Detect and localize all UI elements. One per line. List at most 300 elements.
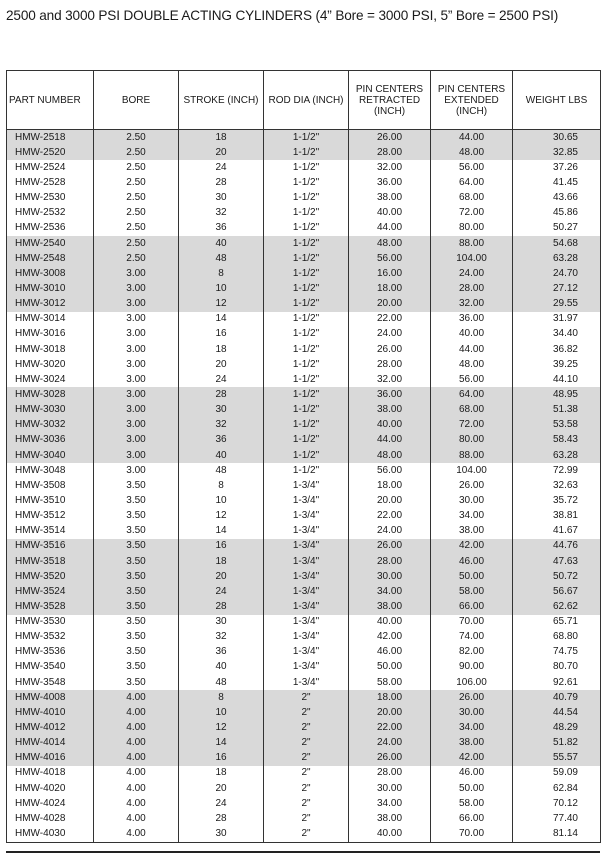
weight-cell: 51.38 <box>513 403 601 418</box>
pin-retracted-cell: 38.00 <box>349 811 431 826</box>
bore-cell: 3.50 <box>94 478 179 493</box>
pin-extended-cell: 24.00 <box>431 266 513 281</box>
table-row <box>7 554 601 569</box>
pin-retracted-cell: 48.00 <box>349 236 431 251</box>
header-rod-dia: ROD DIA (INCH) <box>264 71 349 130</box>
stroke-cell: 30 <box>179 615 264 630</box>
pin-extended-cell: 32.00 <box>431 297 513 312</box>
stroke-cell: 28 <box>179 599 264 614</box>
rod-dia-cell: 1-3/4" <box>264 539 349 554</box>
weight-cell: 74.75 <box>513 645 601 660</box>
stroke-cell: 40 <box>179 236 264 251</box>
pin-retracted-cell: 18.00 <box>349 690 431 705</box>
bore-cell: 3.00 <box>94 463 179 478</box>
stroke-cell: 36 <box>179 645 264 660</box>
stroke-cell: 12 <box>179 297 264 312</box>
stroke-cell: 14 <box>179 312 264 327</box>
pin-retracted-cell: 18.00 <box>349 478 431 493</box>
part-number-cell: HMW-3012 <box>7 297 94 312</box>
bore-cell: 3.00 <box>94 433 179 448</box>
weight-cell: 29.55 <box>513 297 601 312</box>
stroke-cell: 12 <box>179 720 264 735</box>
bore-cell: 3.50 <box>94 584 179 599</box>
stroke-cell: 18 <box>179 554 264 569</box>
table-row <box>7 327 601 342</box>
pin-retracted-cell: 34.00 <box>349 584 431 599</box>
pin-retracted-cell: 28.00 <box>349 554 431 569</box>
weight-cell: 51.82 <box>513 736 601 751</box>
bore-cell: 3.50 <box>94 554 179 569</box>
pin-retracted-cell: 40.00 <box>349 615 431 630</box>
pin-extended-cell: 104.00 <box>431 463 513 478</box>
pin-extended-cell: 28.00 <box>431 281 513 296</box>
rod-dia-cell: 1-1/2" <box>264 281 349 296</box>
stroke-cell: 30 <box>179 826 264 842</box>
bore-cell: 3.00 <box>94 387 179 402</box>
pin-extended-cell: 26.00 <box>431 478 513 493</box>
table-row <box>7 811 601 826</box>
pin-extended-cell: 48.00 <box>431 145 513 160</box>
weight-cell: 56.67 <box>513 584 601 599</box>
rod-dia-cell: 2" <box>264 796 349 811</box>
pin-retracted-cell: 40.00 <box>349 418 431 433</box>
bore-cell: 4.00 <box>94 766 179 781</box>
part-number-cell: HMW-4030 <box>7 826 94 842</box>
pin-retracted-cell: 38.00 <box>349 403 431 418</box>
table-row <box>7 206 601 221</box>
part-number-cell: HMW-3548 <box>7 675 94 690</box>
stroke-cell: 32 <box>179 630 264 645</box>
part-number-cell: HMW-3016 <box>7 327 94 342</box>
bore-cell: 2.50 <box>94 130 179 146</box>
stroke-cell: 10 <box>179 281 264 296</box>
rod-dia-cell: 1-1/2" <box>264 297 349 312</box>
part-number-cell: HMW-2528 <box>7 175 94 190</box>
table-row <box>7 645 601 660</box>
pin-extended-cell: 44.00 <box>431 130 513 146</box>
pin-extended-cell: 58.00 <box>431 584 513 599</box>
pin-extended-cell: 68.00 <box>431 191 513 206</box>
part-number-cell: HMW-3520 <box>7 569 94 584</box>
pin-retracted-cell: 56.00 <box>349 251 431 266</box>
weight-cell: 32.63 <box>513 478 601 493</box>
pin-retracted-cell: 26.00 <box>349 751 431 766</box>
table-row <box>7 297 601 312</box>
part-number-cell: HMW-2548 <box>7 251 94 266</box>
part-number-cell: HMW-2530 <box>7 191 94 206</box>
pin-extended-cell: 30.00 <box>431 493 513 508</box>
pin-extended-cell: 72.00 <box>431 418 513 433</box>
bore-cell: 3.00 <box>94 342 179 357</box>
stroke-cell: 36 <box>179 221 264 236</box>
rod-dia-cell: 1-3/4" <box>264 660 349 675</box>
stroke-cell: 12 <box>179 509 264 524</box>
bore-cell: 3.50 <box>94 569 179 584</box>
part-number-cell: HMW-4018 <box>7 766 94 781</box>
part-number-cell: HMW-4014 <box>7 736 94 751</box>
pin-extended-cell: 82.00 <box>431 645 513 660</box>
stroke-cell: 10 <box>179 493 264 508</box>
stroke-cell: 40 <box>179 448 264 463</box>
part-number-cell: HMW-3040 <box>7 448 94 463</box>
table-row <box>7 509 601 524</box>
table-row <box>7 781 601 796</box>
weight-cell: 72.99 <box>513 463 601 478</box>
bore-cell: 3.00 <box>94 448 179 463</box>
weight-cell: 63.28 <box>513 251 601 266</box>
bore-cell: 3.50 <box>94 539 179 554</box>
rod-dia-cell: 1-1/2" <box>264 175 349 190</box>
table-row <box>7 766 601 781</box>
part-number-cell: HMW-3030 <box>7 403 94 418</box>
pin-extended-cell: 36.00 <box>431 312 513 327</box>
table-row <box>7 251 601 266</box>
pin-extended-cell: 38.00 <box>431 736 513 751</box>
part-number-cell: HMW-3540 <box>7 660 94 675</box>
part-number-cell: HMW-4016 <box>7 751 94 766</box>
table-row <box>7 160 601 175</box>
bore-cell: 3.00 <box>94 403 179 418</box>
table-row <box>7 690 601 705</box>
part-number-cell: HMW-3024 <box>7 372 94 387</box>
part-number-cell: HMW-3014 <box>7 312 94 327</box>
table-row <box>7 342 601 357</box>
pin-retracted-cell: 32.00 <box>349 160 431 175</box>
bore-cell: 4.00 <box>94 811 179 826</box>
part-number-cell: HMW-3018 <box>7 342 94 357</box>
part-number-cell: HMW-3032 <box>7 418 94 433</box>
weight-cell: 38.81 <box>513 509 601 524</box>
pin-extended-cell: 90.00 <box>431 660 513 675</box>
pin-extended-cell: 70.00 <box>431 615 513 630</box>
pin-extended-cell: 104.00 <box>431 251 513 266</box>
rod-dia-cell: 1-3/4" <box>264 554 349 569</box>
pin-extended-cell: 42.00 <box>431 751 513 766</box>
table-row <box>7 539 601 554</box>
part-number-cell: HMW-2520 <box>7 145 94 160</box>
part-number-cell: HMW-3518 <box>7 554 94 569</box>
pin-extended-cell: 34.00 <box>431 720 513 735</box>
pin-extended-cell: 70.00 <box>431 826 513 842</box>
bore-cell: 3.00 <box>94 327 179 342</box>
part-number-cell: HMW-3010 <box>7 281 94 296</box>
rod-dia-cell: 2" <box>264 781 349 796</box>
stroke-cell: 48 <box>179 251 264 266</box>
table-row <box>7 569 601 584</box>
part-number-cell: HMW-3532 <box>7 630 94 645</box>
table-row <box>7 221 601 236</box>
weight-cell: 24.70 <box>513 266 601 281</box>
bore-cell: 4.00 <box>94 736 179 751</box>
pin-retracted-cell: 24.00 <box>349 736 431 751</box>
rod-dia-cell: 1-1/2" <box>264 342 349 357</box>
pin-retracted-cell: 40.00 <box>349 826 431 842</box>
rod-dia-cell: 1-3/4" <box>264 675 349 690</box>
rod-dia-cell: 2" <box>264 826 349 842</box>
part-number-cell: HMW-3020 <box>7 357 94 372</box>
table-row <box>7 236 601 251</box>
pin-extended-cell: 26.00 <box>431 690 513 705</box>
pin-extended-cell: 68.00 <box>431 403 513 418</box>
weight-cell: 35.72 <box>513 493 601 508</box>
table-row <box>7 599 601 614</box>
bore-cell: 4.00 <box>94 705 179 720</box>
bore-cell: 3.00 <box>94 372 179 387</box>
rod-dia-cell: 1-1/2" <box>264 433 349 448</box>
part-number-cell: HMW-3508 <box>7 478 94 493</box>
header-pin-centers-retracted: PIN CENTERS RETRACTED (INCH) <box>349 71 431 130</box>
pin-extended-cell: 58.00 <box>431 796 513 811</box>
stroke-cell: 28 <box>179 811 264 826</box>
bore-cell: 3.50 <box>94 675 179 690</box>
weight-cell: 65.71 <box>513 615 601 630</box>
stroke-cell: 20 <box>179 781 264 796</box>
rod-dia-cell: 1-1/2" <box>264 463 349 478</box>
bore-cell: 3.00 <box>94 297 179 312</box>
pin-retracted-cell: 38.00 <box>349 191 431 206</box>
table-header-row <box>7 71 601 130</box>
rod-dia-cell: 1-1/2" <box>264 327 349 342</box>
rod-dia-cell: 1-1/2" <box>264 251 349 266</box>
pin-retracted-cell: 46.00 <box>349 645 431 660</box>
part-number-cell: HMW-3536 <box>7 645 94 660</box>
weight-cell: 31.97 <box>513 312 601 327</box>
part-number-cell: HMW-2532 <box>7 206 94 221</box>
table-row <box>7 418 601 433</box>
pin-retracted-cell: 28.00 <box>349 766 431 781</box>
part-number-cell: HMW-2536 <box>7 221 94 236</box>
pin-extended-cell: 44.00 <box>431 342 513 357</box>
pin-extended-cell: 80.00 <box>431 221 513 236</box>
pin-retracted-cell: 16.00 <box>349 266 431 281</box>
stroke-cell: 24 <box>179 796 264 811</box>
rod-dia-cell: 2" <box>264 751 349 766</box>
stroke-cell: 30 <box>179 403 264 418</box>
pin-extended-cell: 48.00 <box>431 357 513 372</box>
weight-cell: 50.27 <box>513 221 601 236</box>
bore-cell: 2.50 <box>94 175 179 190</box>
table-row <box>7 615 601 630</box>
pin-retracted-cell: 20.00 <box>349 705 431 720</box>
table-row <box>7 751 601 766</box>
bore-cell: 2.50 <box>94 206 179 221</box>
rod-dia-cell: 1-1/2" <box>264 418 349 433</box>
pin-retracted-cell: 38.00 <box>349 599 431 614</box>
table-row <box>7 478 601 493</box>
rod-dia-cell: 1-1/2" <box>264 312 349 327</box>
pin-retracted-cell: 22.00 <box>349 720 431 735</box>
stroke-cell: 24 <box>179 584 264 599</box>
stroke-cell: 8 <box>179 478 264 493</box>
pin-extended-cell: 56.00 <box>431 160 513 175</box>
part-number-cell: HMW-2540 <box>7 236 94 251</box>
weight-cell: 63.28 <box>513 448 601 463</box>
bore-cell: 2.50 <box>94 236 179 251</box>
part-number-cell: HMW-3512 <box>7 509 94 524</box>
pin-retracted-cell: 28.00 <box>349 145 431 160</box>
pin-extended-cell: 34.00 <box>431 509 513 524</box>
pin-extended-cell: 56.00 <box>431 372 513 387</box>
table-row <box>7 448 601 463</box>
table-body <box>7 130 601 843</box>
pin-extended-cell: 74.00 <box>431 630 513 645</box>
weight-cell: 80.70 <box>513 660 601 675</box>
weight-cell: 62.62 <box>513 599 601 614</box>
stroke-cell: 14 <box>179 736 264 751</box>
pin-extended-cell: 88.00 <box>431 236 513 251</box>
weight-cell: 44.54 <box>513 705 601 720</box>
table-row <box>7 387 601 402</box>
pin-retracted-cell: 26.00 <box>349 539 431 554</box>
header-pin-centers-extended: PIN CENTERS EXTENDED (INCH) <box>431 71 513 130</box>
pin-extended-cell: 42.00 <box>431 539 513 554</box>
stroke-cell: 30 <box>179 191 264 206</box>
stroke-cell: 32 <box>179 206 264 221</box>
stroke-cell: 20 <box>179 145 264 160</box>
pin-retracted-cell: 32.00 <box>349 372 431 387</box>
cylinder-spec-table-container <box>6 70 600 843</box>
bore-cell: 2.50 <box>94 191 179 206</box>
part-number-cell: HMW-4020 <box>7 781 94 796</box>
table-row <box>7 357 601 372</box>
bore-cell: 4.00 <box>94 690 179 705</box>
weight-cell: 36.82 <box>513 342 601 357</box>
bore-cell: 4.00 <box>94 751 179 766</box>
stroke-cell: 48 <box>179 675 264 690</box>
rod-dia-cell: 1-1/2" <box>264 221 349 236</box>
bore-cell: 4.00 <box>94 781 179 796</box>
rod-dia-cell: 1-1/2" <box>264 160 349 175</box>
table-row <box>7 403 601 418</box>
stroke-cell: 16 <box>179 539 264 554</box>
weight-cell: 44.76 <box>513 539 601 554</box>
stroke-cell: 36 <box>179 433 264 448</box>
pin-extended-cell: 88.00 <box>431 448 513 463</box>
pin-extended-cell: 64.00 <box>431 387 513 402</box>
part-number-cell: HMW-2518 <box>7 130 94 146</box>
rod-dia-cell: 2" <box>264 766 349 781</box>
bore-cell: 3.50 <box>94 493 179 508</box>
pin-retracted-cell: 22.00 <box>349 509 431 524</box>
pin-extended-cell: 80.00 <box>431 433 513 448</box>
bore-cell: 2.50 <box>94 160 179 175</box>
weight-cell: 55.57 <box>513 751 601 766</box>
table-row <box>7 796 601 811</box>
table-row <box>7 826 601 842</box>
rod-dia-cell: 2" <box>264 736 349 751</box>
pin-extended-cell: 72.00 <box>431 206 513 221</box>
pin-retracted-cell: 18.00 <box>349 281 431 296</box>
pin-retracted-cell: 56.00 <box>349 463 431 478</box>
rod-dia-cell: 2" <box>264 705 349 720</box>
stroke-cell: 16 <box>179 327 264 342</box>
rod-dia-cell: 1-3/4" <box>264 524 349 539</box>
pin-retracted-cell: 40.00 <box>349 206 431 221</box>
pin-retracted-cell: 20.00 <box>349 493 431 508</box>
part-number-cell: HMW-4024 <box>7 796 94 811</box>
bore-cell: 3.00 <box>94 312 179 327</box>
pin-retracted-cell: 36.00 <box>349 387 431 402</box>
bore-cell: 2.50 <box>94 145 179 160</box>
weight-cell: 50.72 <box>513 569 601 584</box>
stroke-cell: 28 <box>179 175 264 190</box>
weight-cell: 48.95 <box>513 387 601 402</box>
bore-cell: 4.00 <box>94 826 179 842</box>
weight-cell: 68.80 <box>513 630 601 645</box>
stroke-cell: 18 <box>179 130 264 146</box>
part-number-cell: HMW-4028 <box>7 811 94 826</box>
bore-cell: 3.00 <box>94 281 179 296</box>
bore-cell: 3.50 <box>94 599 179 614</box>
header-weight: WEIGHT LBS <box>513 71 601 130</box>
part-number-cell: HMW-3528 <box>7 599 94 614</box>
bore-cell: 3.50 <box>94 524 179 539</box>
rod-dia-cell: 1-3/4" <box>264 584 349 599</box>
rod-dia-cell: 1-3/4" <box>264 615 349 630</box>
header-stroke: STROKE (INCH) <box>179 71 264 130</box>
pin-retracted-cell: 42.00 <box>349 630 431 645</box>
stroke-cell: 24 <box>179 372 264 387</box>
weight-cell: 27.12 <box>513 281 601 296</box>
bore-cell: 3.50 <box>94 630 179 645</box>
weight-cell: 30.65 <box>513 130 601 146</box>
pin-retracted-cell: 20.00 <box>349 297 431 312</box>
rod-dia-cell: 2" <box>264 720 349 735</box>
bore-cell: 3.50 <box>94 509 179 524</box>
part-number-cell: HMW-3036 <box>7 433 94 448</box>
pin-retracted-cell: 48.00 <box>349 448 431 463</box>
rod-dia-cell: 1-1/2" <box>264 130 349 146</box>
table-row <box>7 175 601 190</box>
bore-cell: 3.50 <box>94 645 179 660</box>
rod-dia-cell: 1-1/2" <box>264 403 349 418</box>
table-row <box>7 281 601 296</box>
part-number-cell: HMW-3514 <box>7 524 94 539</box>
pin-retracted-cell: 22.00 <box>349 312 431 327</box>
pin-retracted-cell: 36.00 <box>349 175 431 190</box>
rod-dia-cell: 1-1/2" <box>264 206 349 221</box>
weight-cell: 70.12 <box>513 796 601 811</box>
weight-cell: 37.26 <box>513 160 601 175</box>
bore-cell: 2.50 <box>94 221 179 236</box>
pin-retracted-cell: 26.00 <box>349 342 431 357</box>
pin-retracted-cell: 30.00 <box>349 781 431 796</box>
table-row <box>7 191 601 206</box>
table-row <box>7 675 601 690</box>
pin-retracted-cell: 34.00 <box>349 796 431 811</box>
weight-cell: 92.61 <box>513 675 601 690</box>
bore-cell: 3.00 <box>94 418 179 433</box>
rod-dia-cell: 1-3/4" <box>264 569 349 584</box>
weight-cell: 62.84 <box>513 781 601 796</box>
table-row <box>7 433 601 448</box>
pin-retracted-cell: 24.00 <box>349 327 431 342</box>
table-row <box>7 145 601 160</box>
bore-cell: 4.00 <box>94 796 179 811</box>
rod-dia-cell: 1-1/2" <box>264 191 349 206</box>
rod-dia-cell: 1-3/4" <box>264 509 349 524</box>
stroke-cell: 32 <box>179 418 264 433</box>
stroke-cell: 10 <box>179 705 264 720</box>
weight-cell: 41.45 <box>513 175 601 190</box>
header-part-number: PART NUMBER <box>7 71 94 130</box>
weight-cell: 48.29 <box>513 720 601 735</box>
rod-dia-cell: 1-1/2" <box>264 372 349 387</box>
weight-cell: 41.67 <box>513 524 601 539</box>
weight-cell: 47.63 <box>513 554 601 569</box>
pin-extended-cell: 46.00 <box>431 554 513 569</box>
pin-extended-cell: 30.00 <box>431 705 513 720</box>
